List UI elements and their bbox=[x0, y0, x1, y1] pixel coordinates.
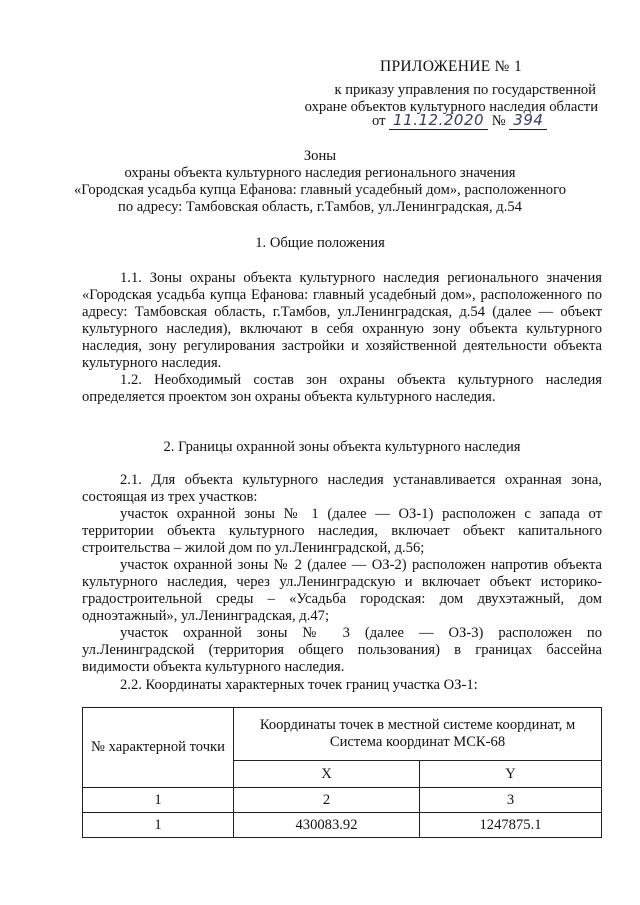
section2-paragraph-1: 2.1. Для объекта культурного наследия устанавливается охранная зона, состоящая из трех участков: bbox=[82, 472, 602, 505]
appendix-order-line: к приказу управления по государственной bbox=[334, 82, 596, 98]
section2-heading: 2. Границы охранной зоны объекта культурного наследия bbox=[163, 439, 521, 455]
doc-title-line3: «Городская усадьба купца Ефанова: главный усадебный дом», расположенного bbox=[73, 182, 566, 198]
table-cell: 1 bbox=[83, 788, 234, 813]
table-cell: 430083.92 bbox=[234, 813, 420, 838]
table-cell: 3 bbox=[420, 788, 602, 813]
section2-paragraph-4: участок охранной зоны № 3 (далее — ОЗ-3) расположен по ул.Ленинградской (территория общего пользования) в границах бассейна видимости объекта культурного наследия. bbox=[82, 625, 602, 675]
table-cell: 1 bbox=[83, 813, 234, 838]
doc-title-line4: по адресу: Тамбовская область, г.Тамбов, ул.Ленинградская, д.54 bbox=[118, 199, 522, 215]
table-row bbox=[83, 813, 602, 838]
appendix-title: ПРИЛОЖЕНИЕ № 1 bbox=[379, 58, 522, 75]
doc-title-zones: Зоны bbox=[303, 148, 337, 164]
section1-heading: 1. Общие положения bbox=[255, 235, 385, 251]
section2-paragraph-2: участок охранной зоны № 1 (далее — ОЗ-1) расположен с запада от территории объекта культурного наследия, включает объект капитального строительства – жилой дом по ул.Ленинградской, д.56; bbox=[82, 506, 602, 556]
appendix-date-line bbox=[372, 112, 547, 130]
table-numbering-row bbox=[83, 788, 602, 813]
table-cell: 2 bbox=[234, 788, 420, 813]
table-cell: 1247875.1 bbox=[420, 813, 602, 838]
section1-paragraph-1: 1.1. Зоны охраны объекта культурного наследия регионального значения «Городская усадьба купца Ефанова: главный усадебный дом», расположенного по адресу: Тамбовская область, г.Тамбов, ул.Ленинградская, д.54 (далее — объект культурного наследия), включают в себя охранную зону объекта культурного наследия, зону регулирования застройки и хозяйственной деятельности объекта культурного наследия. bbox=[82, 270, 602, 371]
table-header-point-number: № характерной точки bbox=[83, 708, 234, 788]
section1-paragraph-2: 1.2. Необходимый состав зон охраны объекта культурного наследия определяется проектом зон охраны объекта культурного наследия. bbox=[82, 372, 602, 405]
section2-paragraph-3: участок охранной зоны № 2 (далее — ОЗ-2) расположен напротив объекта культурного наследия, через ул.Ленинградскую и включает объект историко-градостроительной среды – «Усадьба городская: дом двухэтажный, дом одноэтажный», ул.Ленинградская, д.47; bbox=[82, 557, 602, 624]
table-header-x: X bbox=[234, 761, 420, 788]
table-header-coordinates-line2: Система координат МСК-68 bbox=[329, 734, 506, 750]
coordinates-table bbox=[82, 707, 602, 838]
table-header-coordinates-line1: Координаты точек в местной системе координат, м bbox=[259, 717, 576, 733]
handwritten-date: 11.12.2020 bbox=[393, 111, 485, 129]
date-prefix: от bbox=[372, 113, 386, 129]
appendix-department-line: охране объектов культурного наследия области bbox=[304, 99, 598, 115]
handwritten-number: 394 bbox=[513, 111, 544, 129]
doc-title-line2: охраны объекта культурного наследия регионального значения bbox=[124, 165, 516, 181]
number-label: № bbox=[491, 113, 506, 129]
table-header-coordinates bbox=[234, 708, 602, 761]
table-header-y: Y bbox=[420, 761, 602, 788]
section2-paragraph-5: 2.2. Координаты характерных точек границ участка ОЗ-1: bbox=[120, 677, 478, 693]
